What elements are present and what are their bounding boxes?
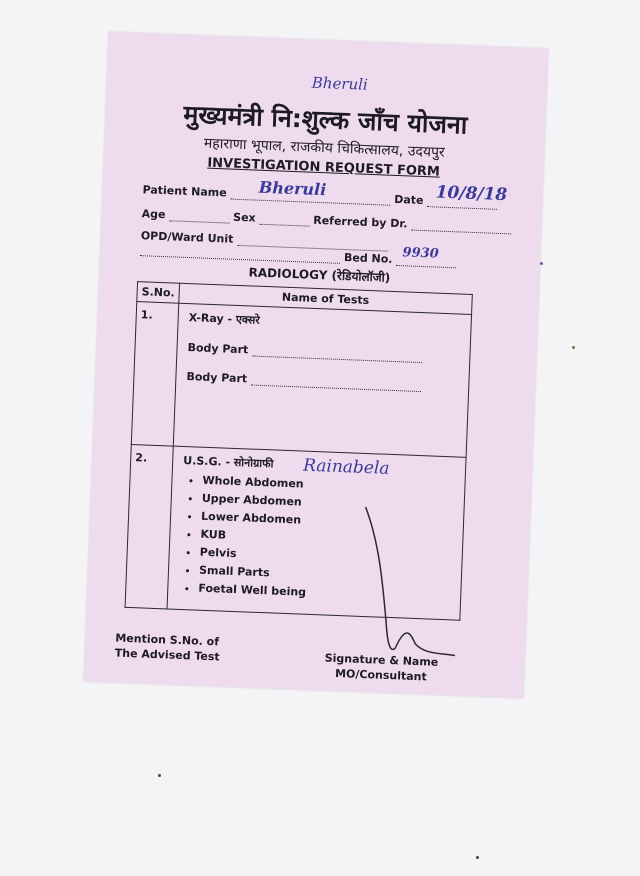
hospital-name: महाराणा भूपाल, राजकीय चिकित्सालय, उदयपुर — [203, 135, 445, 161]
list-item[interactable]: • Pelvis — [200, 546, 452, 569]
footer-right-line-1: Signature & Name — [324, 651, 439, 669]
body-part-row-1 — [187, 341, 459, 364]
patient-name-label: Patient Name — [142, 183, 227, 200]
usg-sno: 2. — [125, 444, 173, 608]
referred-by-field[interactable] — [411, 220, 511, 235]
list-item[interactable]: • Lower Abdomen — [201, 510, 453, 533]
age-sex-row — [141, 207, 511, 234]
footer-left-line-1: Mention S.No. of — [115, 631, 220, 649]
usg-label: U.S.G. - सोनोग्राफी — [183, 453, 274, 471]
tests-header: Name of Tests — [179, 283, 473, 314]
body-part-field-1[interactable] — [252, 346, 422, 364]
scan-speck-icon — [476, 856, 479, 859]
referred-by-label: Referred by Dr. — [313, 213, 408, 231]
bed-no-value: 9930 — [402, 245, 440, 262]
sex-label: Sex — [232, 210, 256, 225]
date-label: Date — [394, 192, 424, 208]
signature-scribble-icon — [355, 502, 471, 666]
scheme-title: मुख्यमंत्री नि:शुल्क जाँच योजना — [182, 99, 468, 140]
sno-header: S.No. — [137, 282, 180, 304]
xray-sno: 1. — [131, 302, 179, 447]
body-part-label: Body Part — [187, 341, 249, 357]
handwritten-patient-name-top: Bheruli — [311, 73, 369, 94]
body-part-label: Body Part — [186, 370, 248, 386]
xray-cell — [173, 303, 471, 457]
opd-ward-label: OPD/Ward Unit — [140, 229, 234, 246]
list-item[interactable]: • Upper Abdomen — [202, 492, 454, 515]
investigation-request-form — [84, 32, 549, 698]
patient-name-value: Bheruli — [258, 177, 327, 200]
scan-speck-icon — [540, 262, 543, 265]
footer-right-line-2: MO/Consultant — [334, 666, 428, 684]
footer-signature — [324, 651, 439, 685]
patient-name-row — [142, 177, 508, 210]
scan-speck-icon — [572, 346, 575, 349]
body-part-field-2[interactable] — [251, 375, 421, 393]
scan-speck-icon — [158, 774, 161, 777]
table-row — [131, 302, 471, 458]
xray-label: X-Ray - एक्सरे — [188, 311, 261, 327]
list-item[interactable]: • Small Parts — [199, 564, 451, 587]
bed-no-field[interactable] — [396, 245, 456, 268]
bed-no-label: Bed No. — [343, 251, 393, 266]
body-part-row-2 — [186, 370, 458, 393]
form-title: INVESTIGATION REQUEST FORM — [207, 155, 441, 180]
list-item[interactable]: • Foetal Well being — [198, 582, 450, 605]
footer-instruction — [115, 631, 221, 665]
age-label: Age — [141, 207, 166, 222]
doctor-handwriting: Rainabela — [302, 455, 390, 479]
list-item[interactable]: • Whole Abdomen — [202, 474, 454, 497]
footer-left-line-2: The Advised Test — [114, 646, 220, 664]
sex-field[interactable] — [259, 214, 309, 227]
date-value: 10/8/18 — [435, 182, 508, 206]
list-item[interactable]: • KUB — [200, 528, 452, 551]
age-field[interactable] — [169, 210, 229, 223]
radiology-heading: RADIOLOGY (रेडियोलॉजी) — [248, 265, 391, 285]
patient-name-field[interactable] — [230, 177, 390, 206]
date-field[interactable] — [427, 182, 508, 210]
